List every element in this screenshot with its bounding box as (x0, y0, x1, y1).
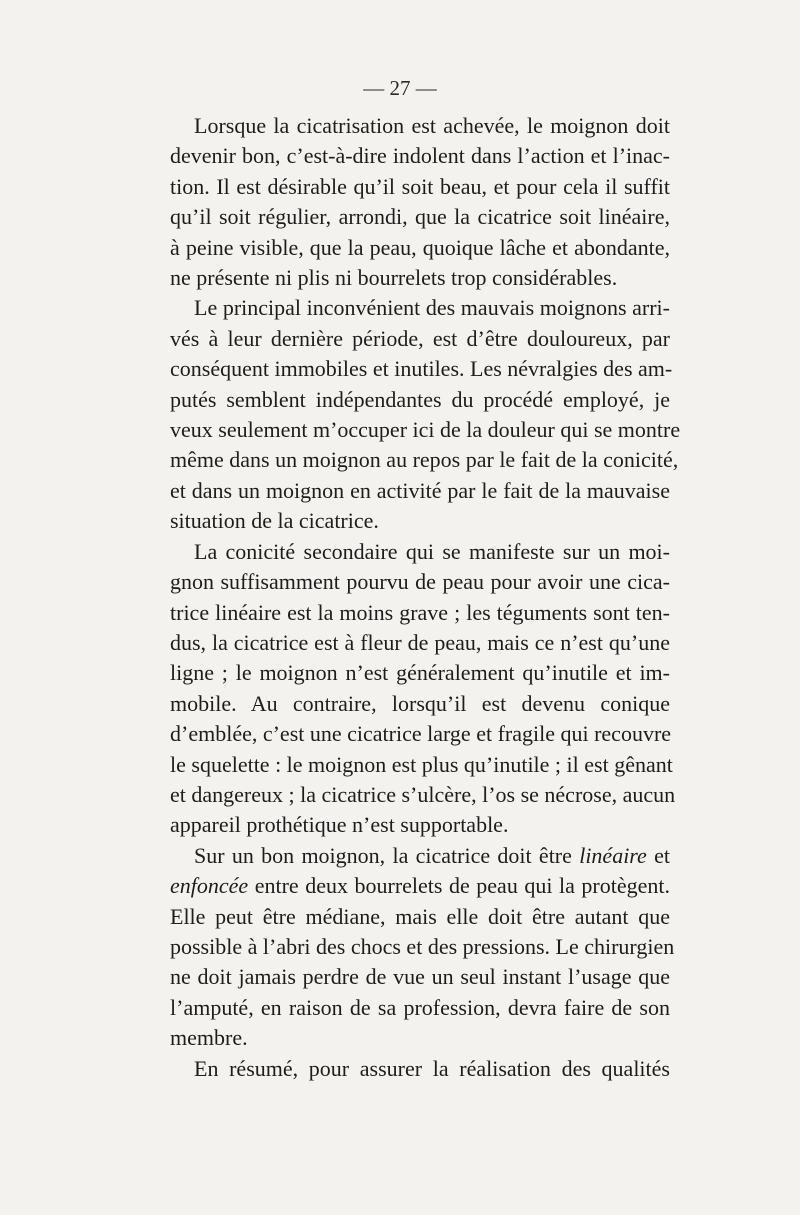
text-line (146, 871, 670, 901)
text-line: ligne ; le moignon n’est généralement qu’inutile et im- (170, 660, 670, 686)
text-line: et dans un moignon en activité par le fait de la mauvaise (170, 477, 670, 503)
text-line: l’amputé, en raison de sa profession, devra faire de son (170, 994, 670, 1020)
paragraph-2 (146, 293, 681, 536)
italic-term: enfoncée (170, 873, 249, 899)
text-line: Le principal inconvénient des mauvais moignons arri- (194, 295, 670, 321)
text-line: Elle peut être médiane, mais elle doit être autant que (170, 903, 670, 929)
text-fragment: et (646, 842, 670, 868)
text-line: tion. Il est désirable qu’il soit beau, et pour cela il suffit (170, 173, 670, 199)
text-line: devenir bon, c’est-à-dire indolent dans l’action et l’inac- (170, 143, 670, 169)
paragraph-5 (146, 1054, 670, 1084)
text-line: conséquent immobiles et inutiles. Les névralgies des am- (170, 356, 673, 382)
text-fragment: Sur un bon moignon, la cicatrice doit être (194, 842, 580, 868)
text-line: possible à l’abri des chocs et des pressions. Le chirurgien (170, 933, 675, 959)
text-line: En résumé, pour assurer la réalisation des qualités (194, 1055, 670, 1081)
paragraph-4 (146, 841, 675, 1054)
paragraph-1 (146, 111, 670, 293)
text-line: veux seulement m’occuper ici de la douleur qui se montre (170, 417, 681, 443)
text-line: trice linéaire est la moins grave ; les téguments sont ten- (170, 599, 670, 625)
text-line: qu’il soit régulier, arrondi, que la cicatrice soit linéaire, (170, 204, 670, 230)
text-line: ne présente ni plis ni bourrelets trop considérables. (170, 265, 618, 291)
text-line: dus, la cicatrice est à fleur de peau, mais ce n’est qu’une (170, 629, 670, 655)
body-text (146, 111, 681, 1084)
text-line: vés à leur dernière période, est d’être douloureux, par (170, 325, 670, 351)
text-line: membre. (170, 1025, 248, 1051)
text-line: Lorsque la cicatrisation est achevée, le moignon doit (194, 113, 670, 138)
page-number: — 27 — (363, 76, 437, 100)
text-line: La conicité secondaire qui se manifeste sur un moi- (194, 538, 670, 564)
text-line: appareil prothétique n’est supportable. (170, 812, 509, 838)
text-line: et dangereux ; la cicatrice s’ulcère, l’os se nécrose, aucun (170, 781, 676, 807)
text-line: mobile. Au contraire, lorsqu’il est devenu conique (170, 690, 670, 716)
text-line: ne doit jamais perdre de vue un seul instant l’usage que (170, 964, 670, 990)
text-line: situation de la cicatrice. (170, 508, 379, 534)
text-line: putés semblent indépendantes du procédé employé, je (170, 386, 670, 412)
paragraph-3 (146, 537, 676, 841)
text-line: à peine visible, que la peau, quoique lâche et abondante, (170, 234, 670, 260)
text-fragment: entre deux bourrelets de peau qui la protègent. (248, 873, 670, 899)
text-line: d’emblée, c’est une cicatrice large et fragile qui recouvre (170, 721, 672, 747)
text-line: même dans un moignon au repos par le fait de la conicité, (170, 447, 679, 473)
text-line: gnon suffisamment pourvu de peau pour avoir une cica- (170, 569, 670, 595)
text-line (146, 841, 670, 871)
text-line: le squelette : le moignon est plus qu’inutile ; il est gênant (170, 751, 673, 777)
italic-term: linéaire (579, 842, 647, 868)
